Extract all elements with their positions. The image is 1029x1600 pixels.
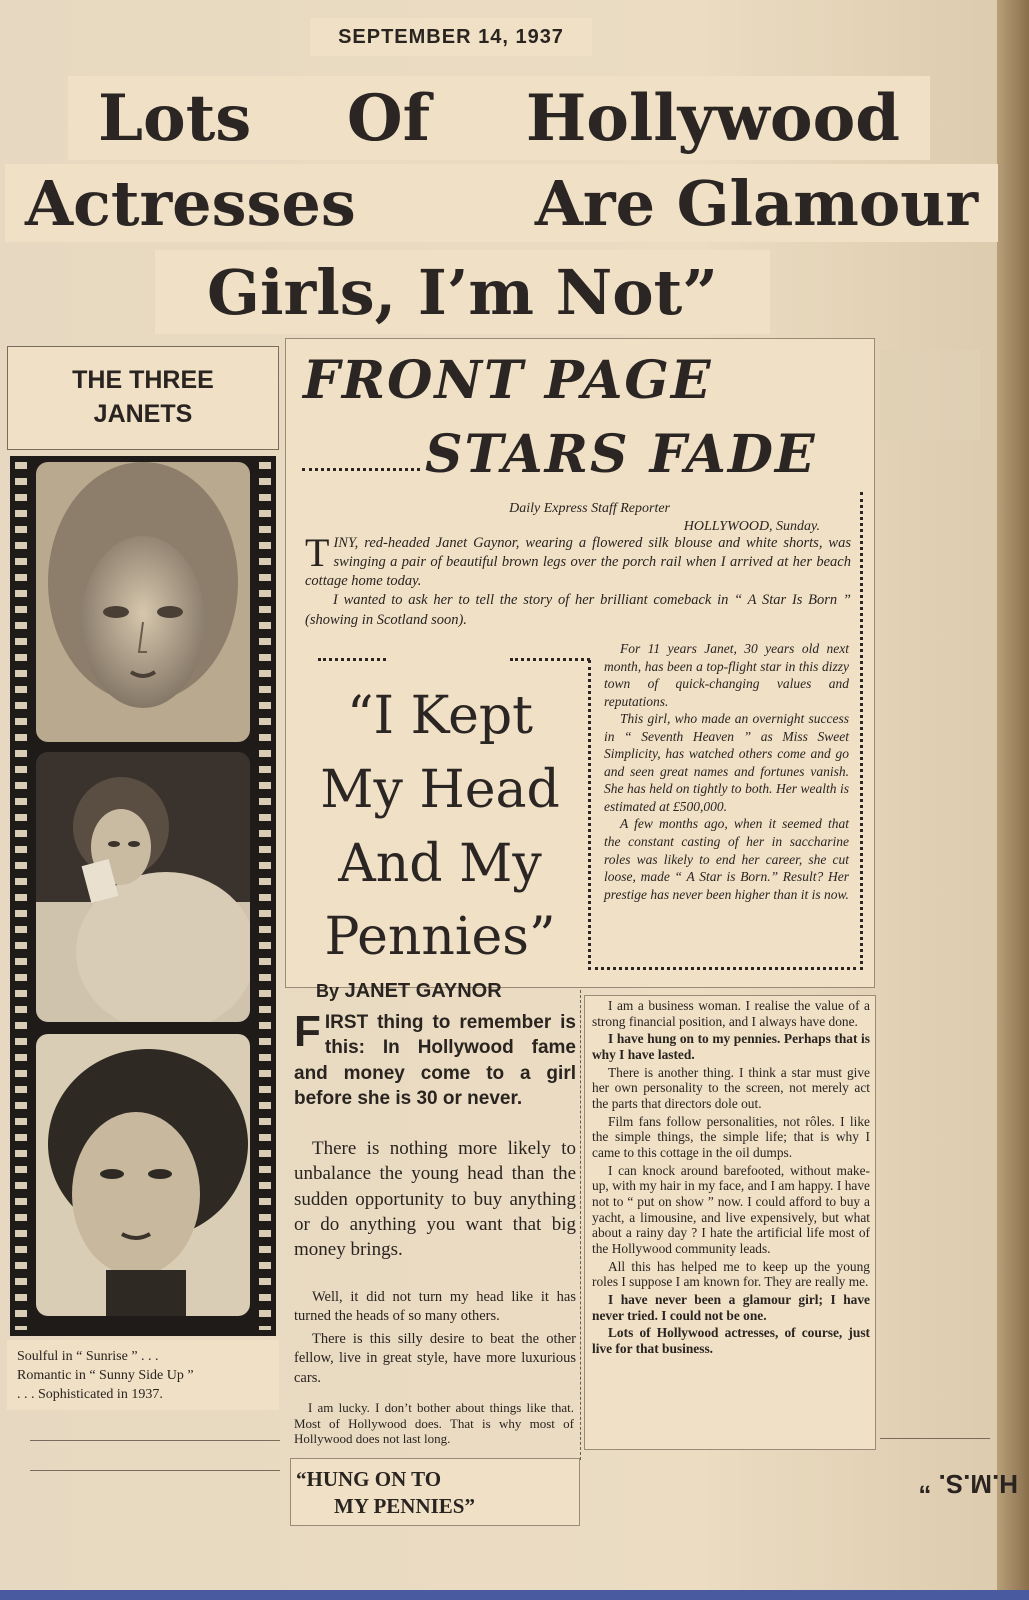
pull-quote	[295, 680, 585, 975]
headline-word: Lots	[98, 80, 252, 156]
dotted-rule	[318, 658, 386, 661]
subhead-line: MY PENNIES”	[334, 1494, 475, 1519]
label-line: JANETS	[93, 400, 193, 428]
film-perforations	[259, 462, 271, 1330]
filmstrip-photos	[10, 456, 276, 1336]
dotted-rule	[302, 468, 420, 471]
dotted-rule	[510, 658, 590, 661]
body-paragraph: There is another thing. I think a star must give her own personality to the screen, not merely act the parts that directors dole out.	[592, 1064, 870, 1112]
by-prefix: By	[316, 981, 340, 1001]
side-paragraph: This girl, who made an overnight success in “ Seventh Heaven ” as Miss Sweet Simplicity, has watched others come and go and seen great names and fortunes vanish. She has held on tightly to both. Her wealth is estimated at £500,000.	[604, 711, 849, 814]
body-paragraph: There is this silly desire to beat the other fellow, live in great style, have more luxurious cars.	[294, 1331, 576, 1386]
body-paragraph: I am a business woman. I realise the value of a strong financial position, and I always have done.	[592, 998, 870, 1029]
bottom-band	[0, 1590, 1029, 1600]
right-column	[592, 998, 870, 1359]
side-paragraph: A few months ago, when it seemed that the constant casting of her in saccharine roles was likely to end her career, she cut loose, made “ A Star is Born.” Result? Her prestige has never been higher than it is now.	[604, 816, 849, 902]
article-body	[294, 1136, 576, 1262]
three-janets-label	[7, 346, 279, 450]
subhead-line: “HUNG ON TO	[296, 1467, 442, 1491]
body-paragraph: I can knock around barefooted, without make-up, with my hair in my face, and I am happy. I have not to “ put on show ” now. I could afford to buy a yacht, a limousine, and live expensively, but what about a rainy day ? I hate the artificial life most of the Hollywood community leads.	[592, 1162, 870, 1257]
portrait-sunny-side-up	[36, 752, 250, 1022]
side-paragraph: For 11 years Janet, 30 years old next month, has been a top-flight star in this dizzy town of quick-changing values and reputations.	[604, 641, 849, 709]
headline-word: Hollywood	[525, 80, 900, 156]
body-paragraph-bold: I have hung on to my pennies. Perhaps that is why I have lasted.	[592, 1031, 870, 1063]
column-rule	[880, 1438, 990, 1439]
film-perforations	[15, 462, 27, 1330]
portrait-sunrise	[36, 462, 250, 742]
headline-line-2	[5, 164, 998, 242]
headline-word: Girls, I’m Not”	[207, 255, 718, 329]
reporter-line: HOLLYWOOD, Sunday.	[683, 519, 820, 535]
body-paragraph: There is nothing more likely to unbalance the young head than the sudden opportunity to buy anything or do anything you want that big money brings.	[294, 1138, 576, 1261]
lead-paragraph: INY, red-headed Janet Gaynor, wearing a flowered silk blouse and white shorts, was swinging a pair of beautiful brown legs over the porch rail when I arrived at her beach cottage home today.	[305, 535, 851, 590]
front-page-title-line-2: STARS FADE	[425, 424, 817, 485]
page-spine	[997, 0, 1029, 1600]
upside-down-fragment: H.M.S. ”	[918, 1469, 1018, 1499]
author-name: JANET GAYNOR	[344, 980, 502, 1002]
label-line: THE THREE	[72, 366, 214, 395]
caption-line: Romantic in “ Sunny Side Up ”	[17, 1367, 194, 1383]
headline-word: Are Glamour	[534, 166, 978, 240]
portrait-sophisticated-1937	[36, 1034, 250, 1316]
pull-quote-line: Pennies”	[324, 907, 556, 968]
pull-quote-line: And My	[338, 833, 542, 894]
body-paragraph-bold: I have never been a glamour girl; I have never tried. I could not be one.	[592, 1292, 870, 1323]
lead-paragraph: I wanted to ask her to tell the story of her brilliant comeback in “ A Star Is Born ” (showing in Scotland soon).	[305, 592, 851, 628]
body-paragraph: Film fans follow personalities, not rôles. I like the simple things, the simple life; that is why I came to this cottage in the oil dumps.	[592, 1113, 870, 1161]
photo-caption	[7, 1340, 279, 1410]
body-paragraph-bold: Lots of Hollywood actresses, of course, just live for that business.	[592, 1325, 870, 1357]
dotted-border	[588, 660, 591, 970]
body-paragraph: Well, it did not turn my head like it has turned the heads of so many others.	[294, 1289, 576, 1325]
drop-cap: F	[294, 1007, 321, 1056]
body-paragraph: All this has helped me to keep up the young roles I suppose I am known for. They are really me.	[592, 1258, 870, 1290]
show-through-shadow	[880, 350, 980, 440]
headline-line-1	[68, 76, 930, 160]
body-paragraph: I am lucky. I don’t bother about things like that. Most of Hollywood does. That is why most of Hollywood does not last long.	[294, 1400, 574, 1447]
intro-text: IRST thing to remember is this: In Hollywood fame and money come to a girl before she is 30 or never.	[294, 1012, 576, 1109]
headline-word: Of	[346, 80, 431, 156]
date-clipping: SEPTEMBER 14, 1937	[310, 18, 592, 56]
article-body-small	[294, 1288, 576, 1392]
reporter-line: Daily Express Staff Reporter	[509, 501, 670, 516]
side-column	[604, 640, 849, 903]
column-rule	[30, 1470, 280, 1471]
column-rule	[30, 1440, 280, 1441]
article-body-tiny	[294, 1400, 574, 1447]
drop-cap: T	[305, 530, 330, 575]
headline-word: Actresses	[25, 166, 356, 240]
pull-quote-line: My Head	[320, 759, 560, 820]
subhead	[296, 1466, 576, 1521]
column-divider	[580, 990, 581, 1460]
headline-line-3	[155, 250, 770, 334]
caption-line: Soulful in “ Sunrise ” . . .	[17, 1349, 159, 1364]
front-page-title-line-1: FRONT PAGE	[303, 350, 713, 411]
pull-quote-line: “I Kept	[346, 686, 534, 746]
author-byline	[316, 980, 502, 1003]
intro-paragraph	[294, 1007, 576, 1111]
caption-line: . . . Sophisticated in 1937.	[17, 1386, 163, 1402]
